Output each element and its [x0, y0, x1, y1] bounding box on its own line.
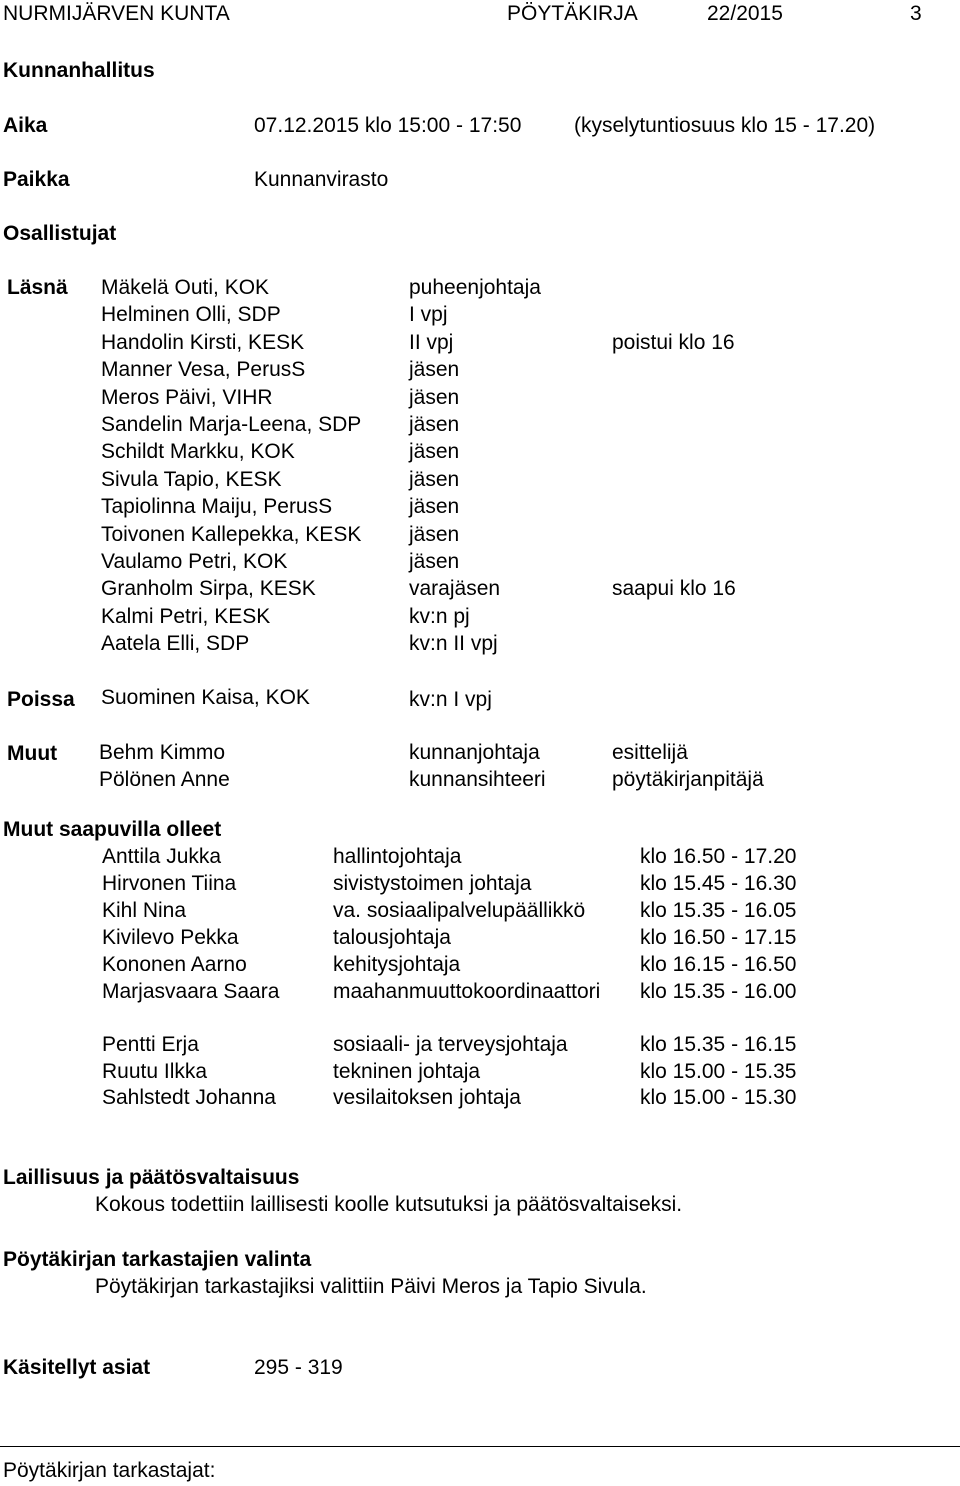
muut-note: pöytäkirjanpitäjä [612, 768, 764, 791]
saapuvilla-time: klo 15.00 - 15.30 [640, 1086, 797, 1109]
saapuvilla-name: Sahlstedt Johanna [102, 1086, 276, 1109]
kasitellyt-value: 295 - 319 [254, 1356, 343, 1379]
lasna-name: Tapiolinna Maiju, PerusS [101, 495, 333, 519]
lasna-role: jäsen [409, 522, 460, 546]
saapuvilla-name: Ruutu Ilkka [102, 1059, 208, 1083]
saapuvilla-name: Kihl Nina [102, 899, 187, 922]
lasna-role: puheenjohtaja [409, 276, 541, 299]
aika-value: 07.12.2015 klo 15:00 - 17:50 [254, 114, 522, 137]
muut-name: Behm Kimmo [99, 741, 226, 764]
aika-note: (kyselytuntiosuus klo 15 - 17.20) [574, 114, 876, 137]
lasna-role: jäsen [409, 358, 460, 382]
muut-note: esittelijä [612, 741, 688, 764]
lasna-role: kv:n II vpj [409, 632, 498, 656]
saapuvilla-time: klo 15.35 - 16.15 [640, 1033, 797, 1056]
footer-label: Pöytäkirjan tarkastajat: [3, 1459, 216, 1482]
lasna-role: jäsen [409, 440, 460, 464]
saapuvilla-title: vesilaitoksen johtaja [333, 1086, 521, 1109]
muut-role: kunnansihteeri [409, 768, 546, 791]
laillisuus-text: Kokous todettiin laillisesti koolle kutsutuksi ja päätösvaltaiseksi. [95, 1193, 683, 1216]
saapuvilla-name: Hirvonen Tiina [102, 872, 237, 895]
doc-number: 22/2015 [707, 2, 783, 25]
lasna-name: Aatela Elli, SDP [101, 632, 250, 656]
lasna-name: Manner Vesa, PerusS [101, 358, 306, 382]
saapuvilla-time: klo 15.00 - 15.35 [640, 1059, 797, 1083]
lasna-note: poistui klo 16 [612, 330, 735, 354]
paikka-label: Paikka [3, 168, 70, 191]
osallistujat-label: Osallistujat [3, 222, 117, 245]
lasna-role: I vpj [409, 303, 448, 327]
saapuvilla-title: hallintojohtaja [333, 845, 462, 868]
muut-name: Pölönen Anne [99, 768, 230, 791]
lasna-role: jäsen [409, 495, 460, 519]
lasna-name: Kalmi Petri, KESK [101, 604, 271, 628]
org-name: NURMIJÄRVEN KUNTA [3, 2, 230, 25]
lasna-role: jäsen [409, 385, 460, 409]
lasna-name: Helminen Olli, SDP [101, 303, 281, 327]
muut-label: Muut [7, 742, 58, 765]
lasna-label: Läsnä [7, 276, 68, 299]
saapuvilla-time: klo 15.35 - 16.05 [640, 899, 797, 922]
saapuvilla-title: talousjohtaja [333, 926, 451, 949]
saapuvilla-time: klo 16.15 - 16.50 [640, 953, 797, 976]
lasna-name: Sivula Tapio, KESK [101, 467, 282, 491]
saapuvilla-name: Kivilevo Pekka [102, 926, 239, 949]
saapuvilla-time: klo 15.35 - 16.00 [640, 980, 797, 1003]
saapuvilla-time: klo 15.45 - 16.30 [640, 872, 797, 895]
poissa-role: kv:n I vpj [409, 688, 492, 711]
lasna-name: Toivonen Kallepekka, KESK [101, 522, 362, 546]
lasna-name: Schildt Markku, KOK [101, 440, 295, 464]
poissa-name: Suominen Kaisa, KOK [101, 686, 310, 709]
saapuvilla-name: Kononen Aarno [102, 953, 247, 976]
lasna-name: Meros Päivi, VIHR [101, 385, 273, 409]
page-number: 3 [910, 2, 922, 25]
poissa-label: Poissa [7, 688, 75, 711]
lasna-name: Granholm Sirpa, KESK [101, 577, 316, 601]
saapuvilla-label: Muut saapuvilla olleet [3, 818, 222, 841]
lasna-note: saapui klo 16 [612, 577, 736, 601]
lasna-name: Mäkelä Outi, KOK [101, 276, 270, 299]
lasna-role: varajäsen [409, 577, 501, 601]
saapuvilla-title: va. sosiaalipalvelupäällikkö [333, 899, 586, 922]
paikka-value: Kunnanvirasto [254, 168, 389, 191]
lasna-role: jäsen [409, 413, 460, 436]
tarkastajat-text: Pöytäkirjan tarkastajiksi valittiin Päivi Meros ja Tapio Sivula. [95, 1275, 647, 1298]
lasna-role: jäsen [409, 467, 460, 491]
doc-type: PÖYTÄKIRJA [507, 2, 638, 25]
kasitellyt-label: Käsitellyt asiat [3, 1356, 151, 1379]
footer-divider [0, 1446, 960, 1447]
lasna-name: Vaulamo Petri, KOK [101, 550, 288, 573]
saapuvilla-title: tekninen johtaja [333, 1059, 481, 1083]
saapuvilla-title: kehitysjohtaja [333, 953, 461, 976]
lasna-name: Handolin Kirsti, KESK [101, 330, 305, 354]
saapuvilla-name: Marjasvaara Saara [102, 980, 280, 1003]
saapuvilla-time: klo 16.50 - 17.20 [640, 845, 797, 868]
saapuvilla-title: maahanmuuttokoordinaattori [333, 980, 601, 1003]
tarkastajat-heading: Pöytäkirjan tarkastajien valinta [3, 1248, 312, 1271]
lasna-role: II vpj [409, 330, 454, 354]
body-name: Kunnanhallitus [3, 59, 155, 82]
laillisuus-heading: Laillisuus ja päätösvaltaisuus [3, 1166, 300, 1189]
lasna-role: jäsen [409, 550, 460, 573]
aika-label: Aika [3, 114, 48, 137]
saapuvilla-title: sivistystoimen johtaja [333, 872, 532, 895]
saapuvilla-time: klo 16.50 - 17.15 [640, 926, 797, 949]
saapuvilla-name: Pentti Erja [102, 1033, 199, 1056]
saapuvilla-name: Anttila Jukka [102, 845, 222, 868]
saapuvilla-title: sosiaali- ja terveysjohtaja [333, 1033, 568, 1056]
muut-role: kunnanjohtaja [409, 741, 540, 764]
lasna-role: kv:n pj [409, 604, 470, 628]
lasna-name: Sandelin Marja-Leena, SDP [101, 413, 362, 436]
